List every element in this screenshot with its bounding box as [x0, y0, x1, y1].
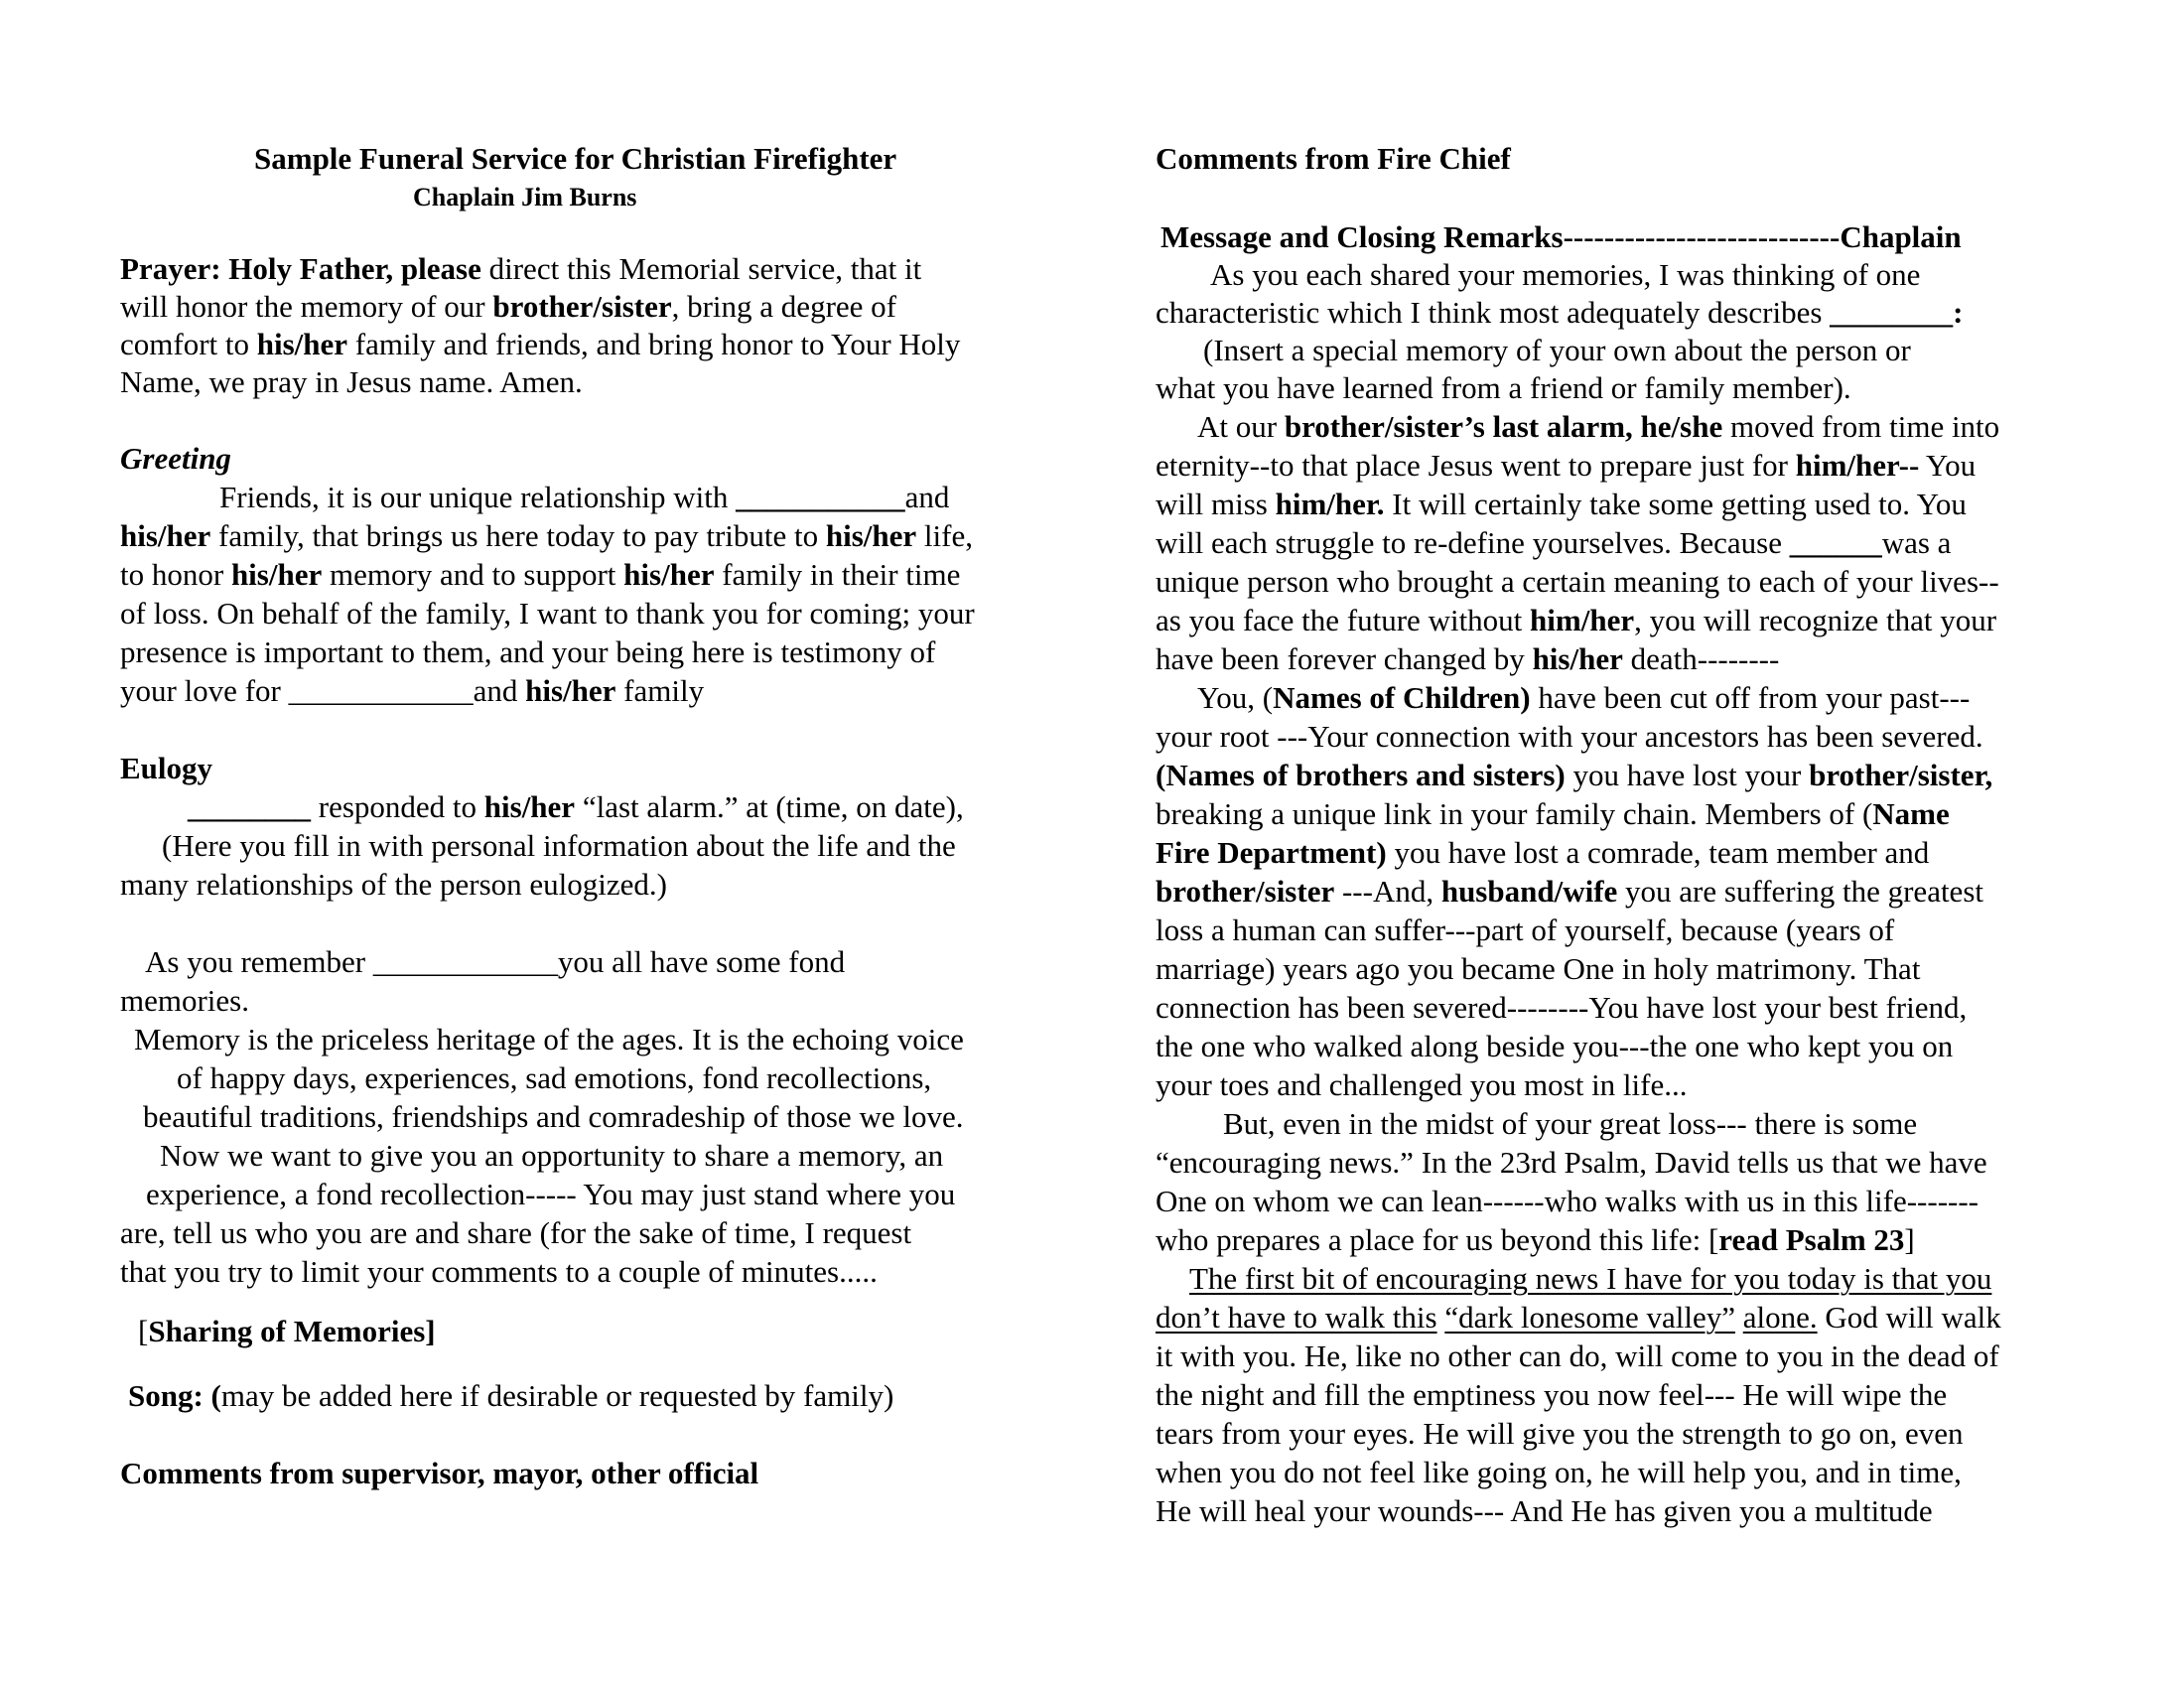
body-line: marriage) years ago you became One in holy matrimony. That — [1156, 951, 1921, 986]
body-line: You, (Names of Children) have been cut off from your past--- — [1197, 680, 1971, 715]
body-line: loss a human can suffer---part of yourself, because (years of — [1156, 913, 1895, 947]
greeting-heading: Greeting — [120, 441, 231, 476]
page-title: Sample Funeral Service for Christian Firefighter — [254, 141, 897, 176]
body-line: tears from your eyes. He will give you the strength to go on, even — [1156, 1416, 1964, 1451]
body-line: eternity--to that place Jesus went to prepare just for him/her-- You — [1156, 448, 1977, 483]
body-line: But, even in the midst of your great loss--- there is some — [1223, 1106, 1918, 1141]
remember-line: As you remember ____________you all have some fond — [145, 944, 846, 979]
remember-line: of happy days, experiences, sad emotions, fond recollections, — [177, 1060, 932, 1095]
remember-line: are, tell us who you are and share (for the sake of time, I request — [120, 1215, 912, 1250]
body-line: brother/sister ---And, husband/wife you are suffering the greatest — [1156, 874, 1983, 909]
remember-line: memories. — [120, 983, 249, 1018]
sharing-of-memories: [Sharing of Memories] — [138, 1314, 436, 1348]
prayer-line: comfort to his/her family and friends, and bring honor to Your Holy — [120, 327, 961, 361]
body-line: One on whom we can lean------who walks with us in this life------- — [1156, 1184, 1979, 1218]
body-line: As you each shared your memories, I was thinking of one — [1210, 257, 1921, 292]
greeting-line: your love for ____________and his/her family — [120, 673, 705, 708]
body-line: it with you. He, like no other can do, will come to you in the dead of — [1156, 1338, 1999, 1373]
prayer-line: Name, we pray in Jesus name. Amen. — [120, 364, 583, 399]
eulogy-line: ________ responded to his/her “last alarm.” at (time, on date), — [188, 789, 964, 824]
body-line: as you face the future without him/her, you will recognize that your — [1156, 603, 1997, 637]
remember-line: Memory is the priceless heritage of the ages. It is the echoing voice — [134, 1022, 964, 1056]
body-line: what you have learned from a friend or family member). — [1156, 370, 1851, 405]
body-line: The first bit of encouraging news I have for you today is that you — [1189, 1261, 1992, 1296]
body-line: when you do not feel like going on, he will help you, and in time, — [1156, 1455, 1962, 1489]
greeting-line: to honor his/her memory and to support his/her family in their time — [120, 557, 961, 592]
eulogy-line: (Here you fill in with personal information about the life and the — [162, 828, 956, 863]
greeting-line: presence is important to them, and your being here is testimony of — [120, 634, 936, 669]
body-line: your toes and challenged you most in life... — [1156, 1067, 1688, 1102]
body-line: characteristic which I think most adequately describes ________: — [1156, 295, 1964, 330]
body-line: He will heal your wounds--- And He has given you a multitude — [1156, 1493, 1933, 1528]
prayer-line: will honor the memory of our brother/sister, bring a degree of — [120, 289, 896, 324]
body-line: (Names of brothers and sisters) you have lost your brother/sister, — [1156, 758, 1993, 792]
body-line: breaking a unique link in your family chain. Members of (Name — [1156, 796, 1950, 831]
body-line: don’t have to walk this “dark lonesome valley” alone. God will walk — [1156, 1300, 2001, 1335]
page-subtitle: Chaplain Jim Burns — [413, 183, 637, 211]
prayer-line: Prayer: Holy Father, please direct this Memorial service, that it — [120, 251, 922, 286]
body-line: who prepares a place for us beyond this life: [read Psalm 23] — [1156, 1222, 1915, 1257]
body-line: have been forever changed by his/her death-------- — [1156, 641, 1780, 676]
remember-line: that you try to limit your comments to a couple of minutes..... — [120, 1254, 878, 1289]
body-line: unique person who brought a certain meaning to each of your lives-- — [1156, 564, 1999, 599]
comments-officials-heading: Comments from supervisor, mayor, other official — [120, 1456, 759, 1490]
body-line: will miss him/her. It will certainly take some getting used to. You — [1156, 487, 1967, 521]
greeting-line: his/her family, that brings us here today to pay tribute to his/her life, — [120, 518, 973, 553]
body-line: connection has been severed--------You have lost your best friend, — [1156, 990, 1968, 1025]
body-line: your root ---Your connection with your ancestors has been severed. — [1156, 719, 1983, 754]
song-line: Song: (may be added here if desirable or requested by family) — [128, 1378, 894, 1413]
body-line: the one who walked along beside you---the one who kept you on — [1156, 1029, 1954, 1063]
remember-line: Now we want to give you an opportunity to share a memory, an — [160, 1138, 944, 1173]
body-line: will each struggle to re-define yourselves. Because ______was a — [1156, 525, 1952, 560]
greeting-line: of loss. On behalf of the family, I want to thank you for coming; your — [120, 596, 975, 631]
fire-chief-heading: Comments from Fire Chief — [1156, 141, 1511, 176]
remember-line: beautiful traditions, friendships and comradeship of those we love. — [143, 1099, 964, 1134]
body-line: the night and fill the emptiness you now feel--- He will wipe the — [1156, 1377, 1948, 1412]
message-heading: Message and Closing Remarks---------------------------Chaplain — [1160, 219, 1962, 254]
body-line: Fire Department) you have lost a comrade, team member and — [1156, 835, 1930, 870]
body-line: “encouraging news.” In the 23rd Psalm, David tells us that we have — [1156, 1145, 1987, 1180]
eulogy-line: many relationships of the person eulogized.) — [120, 867, 667, 902]
body-line: At our brother/sister’s last alarm, he/she moved from time into — [1197, 409, 2000, 444]
remember-line: experience, a fond recollection----- You may just stand where you — [146, 1177, 956, 1211]
greeting-line: Friends, it is our unique relationship with ___________and — [219, 480, 950, 514]
eulogy-heading: Eulogy — [120, 751, 213, 785]
body-line: (Insert a special memory of your own about the person or — [1203, 333, 1911, 367]
